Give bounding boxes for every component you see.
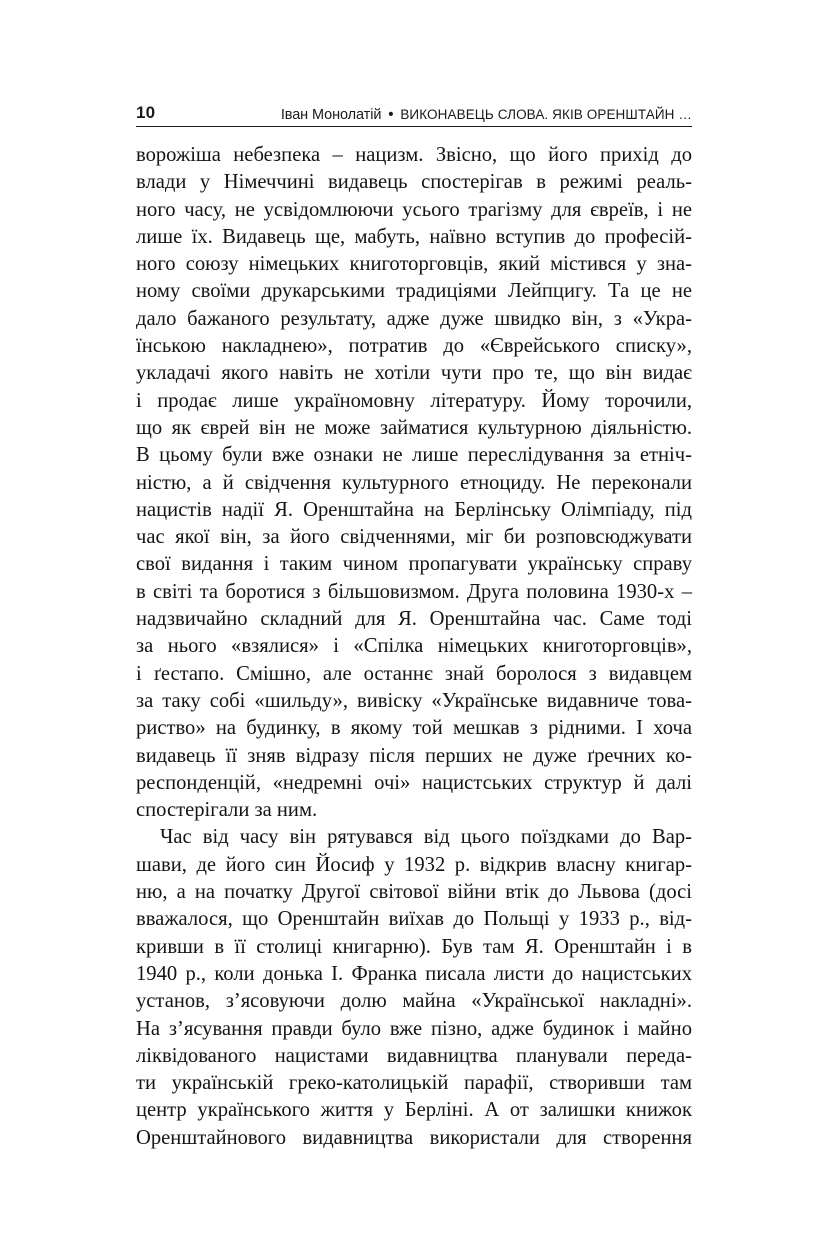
- text-line: ного часу, не усвідомлюючи усього трагізму для євреїв, і не: [136, 198, 692, 221]
- paragraph: [136, 824, 692, 1152]
- text-line: 1940 р., коли донька І. Франка писала листи до нацистських: [136, 962, 692, 985]
- text-line: за таку собі «шильду», вивіску «Українське видавниче това-: [136, 689, 692, 712]
- text-line: кривши в її столиці книгарню). Був там Я. Оренштайн і в: [136, 935, 692, 958]
- paragraph: [136, 142, 692, 824]
- text-line: центр українського життя у Берліні. А от залишки книжок: [136, 1099, 692, 1122]
- running-title: [281, 107, 692, 123]
- header-separator: •: [388, 107, 394, 123]
- header-author: Іван Монолатій: [280, 107, 382, 123]
- text-line: ти українській греко-католицькій парафії, створивши там: [136, 1072, 692, 1095]
- text-line: ліквідованого нацистами видавництва планували переда-: [136, 1044, 692, 1067]
- text-line: В цьому були вже ознаки не лише переслідування за етніч-: [136, 444, 692, 467]
- text-line: Оренштайнового видавництва використали для створення: [136, 1126, 692, 1149]
- text-line: час якої він, за його свідченнями, міг би розповсюджувати: [136, 526, 692, 549]
- text-line: за нього «взялися» і «Спілка німецьких книготорговців»,: [136, 635, 692, 658]
- text-line: ного союзу німецьких книготорговців, який містився у зна-: [136, 253, 692, 276]
- text-line: ністю, а й свідчення культурного етноциду. Не переконали: [136, 471, 692, 494]
- text-line: риство» на будинку, в якому той мешкав з рідними. І хоча: [136, 717, 692, 740]
- text-line: Час від часу він рятувався від цього поїздками до Вар-: [160, 826, 692, 849]
- text-line: установ, з’ясовуючи долю майна «Української накладні».: [136, 990, 692, 1013]
- text-line: влади у Німеччині видавець спостерігав в режимі реаль-: [136, 171, 692, 194]
- text-line: укладачі якого навіть не хотіли чути про те, що він видає: [136, 362, 692, 385]
- text-line: ному своїми друкарськими традиціями Лейпцигу. Та це не: [136, 280, 692, 303]
- text-line: лише їх. Видавець ще, мабуть, наївно вступив до професій-: [136, 225, 692, 248]
- text-line: На з’ясування правди було вже пізно, адже будинок і майно: [136, 1017, 692, 1040]
- header-book-title: ВИКОНАВЕЦЬ СЛОВА. ЯКІВ ОРЕНШТАЙН …: [400, 107, 692, 122]
- text-line: їнською накладнею», потратив до «Єврейського списку»,: [136, 335, 692, 358]
- running-header: [136, 101, 692, 127]
- text-line: нацистів надії Я. Оренштайна на Берлінську Олімпіаду, під: [136, 498, 692, 521]
- text-line: шави, де його син Йосиф у 1932 р. відкрив власну книгар-: [136, 853, 692, 876]
- text-line: видавець її зняв відразу після перших не дуже ґречних ко-: [136, 744, 692, 767]
- text-line: надзвичайно складний для Я. Оренштайна час. Саме тоді: [136, 608, 692, 631]
- text-line: спостерігали за ним.: [136, 799, 318, 822]
- text-line: і продає лише україномовну літературу. Йому торочили,: [136, 389, 692, 412]
- text-line: і ґестапо. Смішно, але останнє знай боролося з видавцем: [136, 662, 692, 685]
- text-line: ню, а на початку Другої світової війни втік до Львова (досі: [136, 881, 692, 904]
- text-line: вважалося, що Оренштайн виїхав до Польщі у 1933 р., від-: [136, 908, 692, 931]
- text-line: респонденцій, «недремні очі» нацистських структур й далі: [136, 771, 692, 794]
- page-number: 10: [136, 103, 156, 122]
- body-text: [136, 142, 692, 1152]
- text-line: свої видання і таким чином пропагувати українську справу: [136, 553, 692, 576]
- text-line: дало бажаного результату, адже дуже швидко він, з «Укра-: [136, 307, 692, 330]
- text-line: ворожіша небезпека – нацизм. Звісно, що його прихід до: [136, 144, 692, 166]
- text-line: в світі та боротися з більшовизмом. Друга половина 1930-х –: [136, 580, 692, 603]
- text-line: що як єврей він не може займатися культурною діяльністю.: [136, 416, 692, 439]
